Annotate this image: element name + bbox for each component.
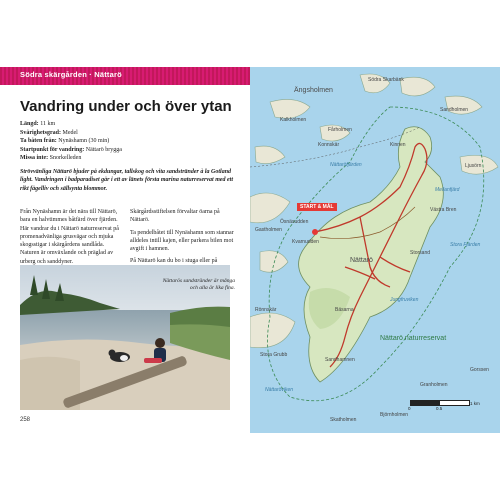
map-place-label: Södra Skarbänk (368, 77, 404, 83)
body-paragraph: På Nättarö kan du bo i stuga eller på (130, 258, 218, 265)
map-place-label: Ängsholmen (294, 87, 333, 94)
section-banner-text: Södra skärgården · Nättarö (20, 70, 122, 79)
body-column-1 (20, 208, 125, 270)
map-place-label: Sandholmen (440, 107, 469, 113)
map-place-label: Nättarö (350, 257, 373, 264)
map-place-label: Mellanfjärd (435, 187, 460, 193)
map-place-label: Sandhamnen (325, 357, 355, 363)
map-place-label: Gastholmen (255, 227, 282, 233)
map-place-label: Kalkholmen (280, 117, 307, 123)
map-place-label: Västra Bren (430, 207, 457, 213)
map-place-label: Gorssen (470, 367, 489, 373)
fact-dont-miss (20, 154, 122, 163)
start-marker (312, 229, 318, 235)
map-place-label: Bäsarna (335, 307, 354, 313)
fact-value: Medel (62, 129, 78, 136)
map-place-label: Nättaröviken (265, 387, 294, 393)
fact-boat (20, 137, 122, 146)
fact-value: Nynäshamn (30 min) (58, 138, 110, 145)
fact-label: Svårighetsgrad: (20, 129, 61, 136)
map-place-label: Ösnäsudden (280, 219, 309, 225)
body-paragraph: Ta pendelbåtet till Nynäshamn som stannar alldeles intill kajen, eller parkera bilen mot avgift i hamnen. (130, 229, 234, 253)
map-place-label: Nättaröfjärden (330, 162, 362, 168)
map-place-label: Nättarö naturreservat (380, 335, 447, 342)
map-place-label: Ljusörn (465, 163, 482, 169)
map-place-label: Kinnen (390, 142, 406, 148)
photo-caption: Nättarös sandstränder är många och alla är lika fina. (162, 278, 235, 291)
map-place-label: Kvarnudden (292, 239, 319, 245)
scale-label: 0.5 (436, 406, 443, 411)
body-paragraph: Skärgårdsstiftelsen förvaltar öarna på Nättarö. (130, 209, 220, 224)
fact-value: Nättarö brygga (85, 146, 122, 153)
page-title: Vandring under och över ytan (20, 98, 232, 115)
intro-paragraph: Strövvänliga Nättarö bjuder på ekdungar, tallskog och vita sandstränder à la Gotland light. Vandringen i badparadiset går i ett av länets första marina naturreservat med ett rikt fågelliv och sällsynta blommor. (20, 169, 234, 192)
fact-label: Ta båten från: (20, 138, 57, 145)
map-place-label: Björnholmen (380, 412, 409, 418)
map-place-label: Jungfruviken (390, 297, 419, 303)
map-place-label: Konnskär (318, 142, 340, 148)
fact-start (20, 146, 122, 155)
fact-difficulty (20, 129, 122, 138)
map-place-label: Skatholmen (330, 417, 357, 423)
map-place-label: Stora Grubb (260, 352, 288, 358)
fact-label: Längd: (20, 121, 39, 127)
map-place-label: Storsand (410, 250, 431, 256)
map-place-label: Fårholmen (328, 127, 352, 133)
map-place-label: Granholmen (420, 382, 448, 388)
fact-label: Startpunkt för vandring: (20, 146, 85, 153)
fact-value: 11 km (40, 121, 56, 127)
page-number: 258 (20, 417, 31, 423)
map-place-label: Rönnskär (255, 307, 277, 313)
trail-map (250, 67, 500, 433)
map-place-label: Stora Fjärden (450, 242, 481, 248)
facts-list (20, 120, 122, 163)
fact-length (20, 120, 122, 129)
fact-label: Missa inte: (20, 155, 49, 162)
fact-value: Snorkelleden (49, 155, 82, 162)
body-paragraph: Från Nynäshamn är det nära till Nättarö, bara en halvtimmes båtfärd över fjärden. Här vandrar du i Nättarö naturreservat på promenadvänliga grusvägar och mjuka skogsstigar i skärgårdens sandlåda. Naturen är omväxlande och präglad av urberg och sanddyner. (20, 209, 119, 265)
scale-label: 1 km (470, 401, 480, 406)
start-finish-label: START & MÅL (297, 203, 337, 211)
scale-label: 0 (408, 406, 411, 411)
